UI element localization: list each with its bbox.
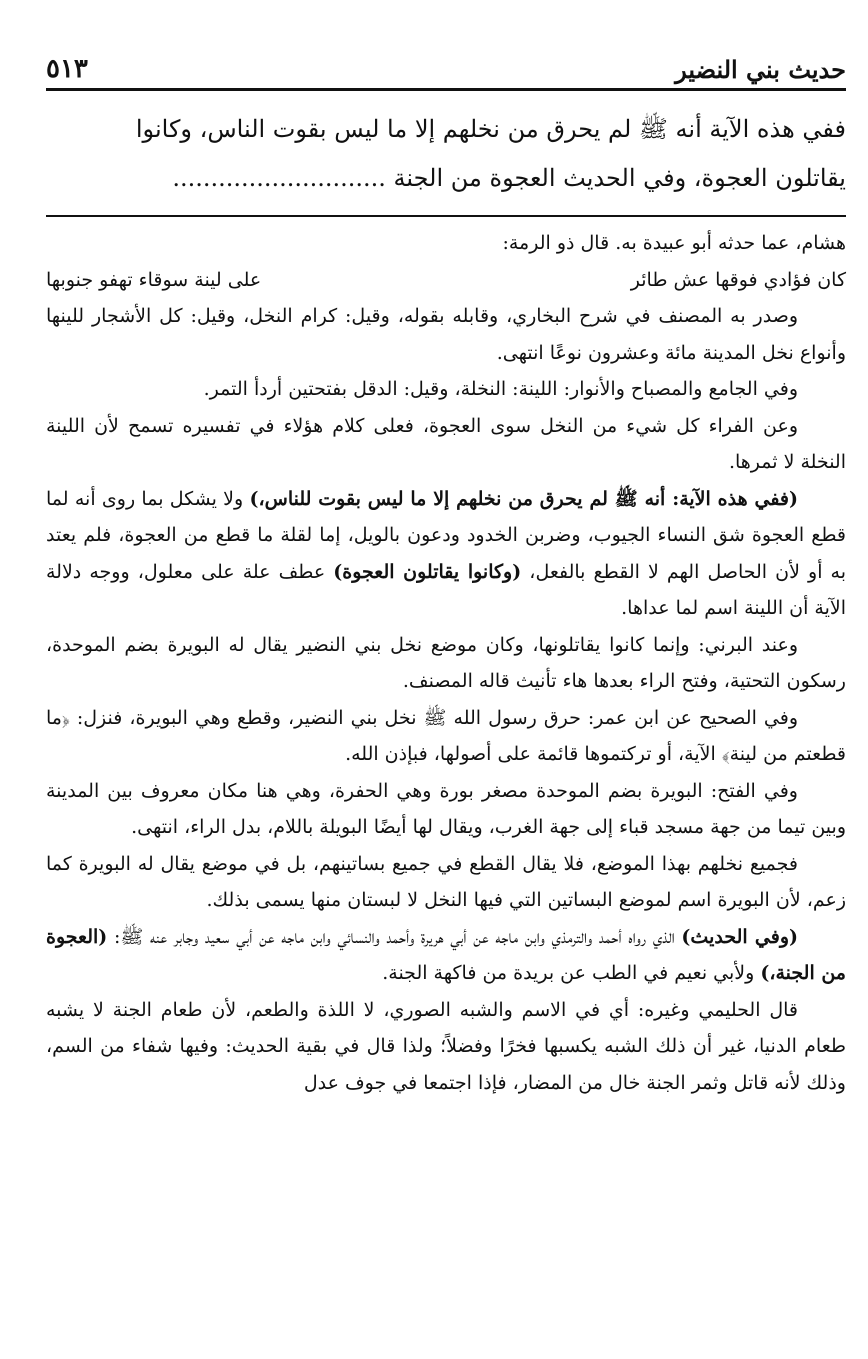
page-number: ٥١٣	[46, 54, 88, 84]
commentary-paragraph: وعند البرني: وإنما كانوا يقاتلونها، وكان موضع نخل بني النضير يقال له البويرة بضم الموحدة، رسكون التحتية، وفتح الراء بعدها هاء تأنيث قاله المصنف.	[46, 633, 846, 692]
commentary-paragraph	[46, 919, 846, 992]
commentary-text: ولأبي نعيم في الطب عن بريدة من فاكهة الجنة.	[382, 962, 761, 984]
commentary-block	[46, 225, 846, 1101]
commentary-paragraph: فجميع نخلهم بهذا الموضع، فلا يقال القطع في جميع بساتينهم، بل في موضع يقال له البويرة كما زعم، لأن البويرة اسم لموضع البساتين التي فيها النخل لا لبستان منها يسمى بذلك.	[46, 852, 846, 911]
commentary-text: الذي رواه أحمد والترمذي وابن ماجه عن أبي هريرة وأحمد والنسائي وابن ماجه عن أبي سعيد وجابر عنه ﷺ:	[107, 925, 682, 948]
main-text-line: يقاتلون العجوة، وفي الحديث العجوة من الجنة ............................	[172, 164, 846, 192]
commentary-paragraph: وعن الفراء كل شيء من النخل سوى العجوة، فعلى كلام هؤلاء في تفسيره تسمح لأن اللينة النخلة لا ثمرها.	[46, 414, 846, 473]
quoted-text: (ففي هذه الآية: أنه ﷺ لم يحرق من نخلهم إلا ما ليس بقوت للناس،)	[249, 487, 799, 510]
quoted-text: (العجوة من الجنة،)	[46, 925, 846, 984]
quoted-text: (وفي الحديث)	[681, 925, 798, 948]
commentary-paragraph: قال الحليمي وغيره: أي في الاسم والشبه الصوري، لا اللذة والطعم، لأن طعام الجنة لا يشبه طعام الدنيا، غير أن ذلك الشبه يكسبها فخرًا وفضلاً؛ ولذا قال في بقية الحديث: وفيها شفاء من السم، وذلك لأنه قاتل وثمر الجنة خال من المضار، فإذا اجتمعا في جوف عدل	[46, 998, 846, 1094]
verse-first-hemistich: كان فؤادي فوقها عش طائر	[630, 268, 846, 291]
commentary-paragraph	[46, 481, 846, 627]
commentary-text: عطف علة على معلول، ووجه دلالة الآية أن اللينة اسم لما عداها.	[46, 560, 846, 619]
running-header	[46, 38, 846, 91]
commentary-paragraph: هشام، عما حدثه أبو عبيدة به. قال ذو الرمة:	[502, 232, 846, 254]
main-text-block	[46, 105, 846, 217]
main-text-line: ففي هذه الآية أنه ﷺ لم يحرق من نخلهم إلا ما ليس بقوت الناس، وكانوا	[135, 115, 846, 143]
verse-second-hemistich: على لينة سوقاء تهفو جنوبها	[46, 268, 262, 291]
chapter-title: حديث بني النضير	[675, 55, 846, 84]
commentary-text: ولا يشكل بما روى أنه لما قطع العجوة شق النساء الجيوب، وضربن الخدود ودعون بالويل، إما لقلة ما قطع من العجوة، فلم يعتد به أو لأن الحاصل الهم لا القطع بالفعل،	[46, 487, 847, 583]
commentary-paragraph: وفي الجامع والمصباح والأنوار: اللينة: النخلة، وقيل: الدقل بفتحتين أردأ التمر.	[203, 378, 798, 400]
commentary-paragraph: وفي الفتح: البويرة بضم الموحدة مصغر بورة وهي الحفرة، وهي هنا مكان معروف بين المدينة وبين تيما من جهة مسجد قباء إلى جهة الغرب، ويقال لها أيضًا البويلة باللام، بدل الراء، انتهى.	[46, 779, 846, 838]
commentary-paragraph: وفي الصحيح عن ابن عمر: حرق رسول الله ﷺ نخل بني النضير، وقطع وهي البويرة، فنزل: ﴿ما قطعتم من لينة﴾ الآية، أو تركتموها قائمة على أصولها، فبإذن الله.	[46, 706, 846, 765]
quoted-text: (وكانوا يقاتلون العجوة)	[333, 560, 522, 583]
commentary-paragraph: وصدر به المصنف في شرح البخاري، وقابله بقوله، وقيل: كرام النخل، وقيل: كل الأشجار للينها وأنواع نخل المدينة مائة وعشرون نوعًا انتهى.	[46, 305, 846, 364]
poetry-verse	[46, 262, 846, 299]
